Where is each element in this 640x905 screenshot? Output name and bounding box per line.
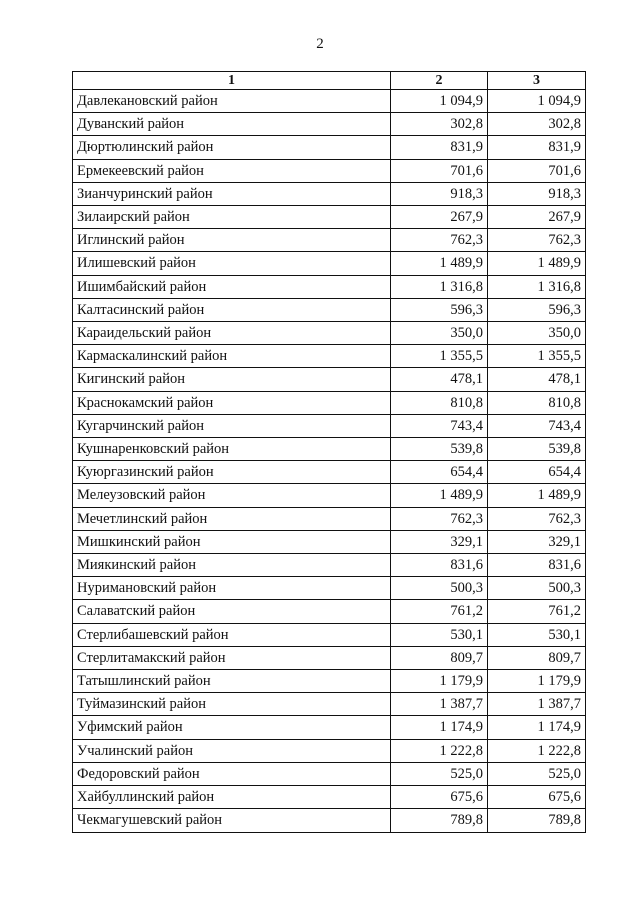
table-row	[73, 113, 586, 136]
value-cell-col3: 329,1	[488, 530, 586, 553]
value-cell-col3: 1 316,8	[488, 275, 586, 298]
district-name-cell: Кугарчинский район	[73, 414, 391, 437]
value-cell-col2: 500,3	[391, 577, 488, 600]
table-row	[73, 577, 586, 600]
value-cell-col2: 267,9	[391, 206, 488, 229]
value-cell-col2: 1 174,9	[391, 716, 488, 739]
district-name-cell: Мишкинский район	[73, 530, 391, 553]
table-row	[73, 716, 586, 739]
district-name-cell: Мелеузовский район	[73, 484, 391, 507]
value-cell-col3: 810,8	[488, 391, 586, 414]
district-name-cell: Стерлибашевский район	[73, 623, 391, 646]
value-cell-col2: 1 489,9	[391, 252, 488, 275]
value-cell-col3: 1 387,7	[488, 693, 586, 716]
value-cell-col2: 539,8	[391, 438, 488, 461]
table-row	[73, 136, 586, 159]
district-name-cell: Мечетлинский район	[73, 507, 391, 530]
value-cell-col2: 1 355,5	[391, 345, 488, 368]
table-header	[73, 72, 586, 90]
value-cell-col2: 1 094,9	[391, 90, 488, 113]
value-cell-col3: 654,4	[488, 461, 586, 484]
value-cell-col3: 701,6	[488, 159, 586, 182]
value-cell-col3: 1 222,8	[488, 739, 586, 762]
table-body	[73, 90, 586, 833]
table-row	[73, 530, 586, 553]
value-cell-col2: 302,8	[391, 113, 488, 136]
value-cell-col2: 1 387,7	[391, 693, 488, 716]
header-row	[73, 72, 586, 90]
table-row	[73, 322, 586, 345]
value-cell-col2: 329,1	[391, 530, 488, 553]
value-cell-col2: 350,0	[391, 322, 488, 345]
value-cell-col3: 1 489,9	[488, 484, 586, 507]
value-cell-col3: 743,4	[488, 414, 586, 437]
table-row	[73, 368, 586, 391]
value-cell-col2: 1 179,9	[391, 670, 488, 693]
district-name-cell: Хайбуллинский район	[73, 786, 391, 809]
district-name-cell: Кигинский район	[73, 368, 391, 391]
district-name-cell: Учалинский район	[73, 739, 391, 762]
value-cell-col2: 743,4	[391, 414, 488, 437]
table-row	[73, 90, 586, 113]
value-cell-col2: 762,3	[391, 507, 488, 530]
value-cell-col3: 500,3	[488, 577, 586, 600]
value-cell-col2: 831,6	[391, 554, 488, 577]
value-cell-col3: 831,6	[488, 554, 586, 577]
value-cell-col3: 530,1	[488, 623, 586, 646]
table-row	[73, 229, 586, 252]
value-cell-col2: 675,6	[391, 786, 488, 809]
table-row	[73, 345, 586, 368]
district-name-cell: Иглинский район	[73, 229, 391, 252]
table-row	[73, 414, 586, 437]
value-cell-col3: 596,3	[488, 298, 586, 321]
table-row	[73, 206, 586, 229]
district-name-cell: Уфимский район	[73, 716, 391, 739]
column-header-3: 3	[488, 72, 586, 90]
value-cell-col3: 1 174,9	[488, 716, 586, 739]
district-name-cell: Калтасинский район	[73, 298, 391, 321]
column-header-1: 1	[73, 72, 391, 90]
table-row	[73, 786, 586, 809]
table-row	[73, 809, 586, 832]
value-cell-col3: 675,6	[488, 786, 586, 809]
value-cell-col3: 789,8	[488, 809, 586, 832]
value-cell-col3: 831,9	[488, 136, 586, 159]
value-cell-col3: 762,3	[488, 229, 586, 252]
district-name-cell: Федоровский район	[73, 762, 391, 785]
value-cell-col3: 267,9	[488, 206, 586, 229]
district-name-cell: Кармаскалинский район	[73, 345, 391, 368]
table-row	[73, 600, 586, 623]
page-number: 2	[316, 36, 324, 52]
district-name-cell: Салаватский район	[73, 600, 391, 623]
district-name-cell: Зианчуринский район	[73, 182, 391, 205]
district-name-cell: Туймазинский район	[73, 693, 391, 716]
table-row	[73, 762, 586, 785]
value-cell-col2: 654,4	[391, 461, 488, 484]
table-row	[73, 507, 586, 530]
value-cell-col2: 525,0	[391, 762, 488, 785]
table-row	[73, 252, 586, 275]
table-row	[73, 554, 586, 577]
table-row	[73, 438, 586, 461]
value-cell-col2: 831,9	[391, 136, 488, 159]
value-cell-col2: 596,3	[391, 298, 488, 321]
district-name-cell: Кушнаренковский район	[73, 438, 391, 461]
table-row	[73, 693, 586, 716]
table-row	[73, 670, 586, 693]
value-cell-col3: 525,0	[488, 762, 586, 785]
district-name-cell: Чекмагушевский район	[73, 809, 391, 832]
district-name-cell: Куюргазинский район	[73, 461, 391, 484]
district-name-cell: Ермекеевский район	[73, 159, 391, 182]
table-row	[73, 391, 586, 414]
value-cell-col3: 350,0	[488, 322, 586, 345]
value-cell-col2: 918,3	[391, 182, 488, 205]
value-cell-col3: 478,1	[488, 368, 586, 391]
table-row	[73, 739, 586, 762]
table-row	[73, 623, 586, 646]
district-name-cell: Миякинский район	[73, 554, 391, 577]
district-name-cell: Караидельский район	[73, 322, 391, 345]
value-cell-col2: 478,1	[391, 368, 488, 391]
table-row	[73, 159, 586, 182]
district-name-cell: Нуримановский район	[73, 577, 391, 600]
allocation-table	[72, 71, 586, 833]
value-cell-col2: 1 489,9	[391, 484, 488, 507]
table-row	[73, 298, 586, 321]
value-cell-col2: 761,2	[391, 600, 488, 623]
district-name-cell: Илишевский район	[73, 252, 391, 275]
value-cell-col3: 809,7	[488, 646, 586, 669]
value-cell-col2: 1 316,8	[391, 275, 488, 298]
table-row	[73, 484, 586, 507]
district-name-cell: Дюртюлинский район	[73, 136, 391, 159]
table-row	[73, 461, 586, 484]
table-row	[73, 646, 586, 669]
district-name-cell: Ишимбайский район	[73, 275, 391, 298]
value-cell-col3: 539,8	[488, 438, 586, 461]
value-cell-col2: 530,1	[391, 623, 488, 646]
district-name-cell: Краснокамский район	[73, 391, 391, 414]
value-cell-col2: 762,3	[391, 229, 488, 252]
district-name-cell: Стерлитамакский район	[73, 646, 391, 669]
value-cell-col2: 810,8	[391, 391, 488, 414]
value-cell-col3: 1 179,9	[488, 670, 586, 693]
district-name-cell: Дуванский район	[73, 113, 391, 136]
table-row	[73, 275, 586, 298]
column-header-2: 2	[391, 72, 488, 90]
value-cell-col2: 809,7	[391, 646, 488, 669]
district-name-cell: Татышлинский район	[73, 670, 391, 693]
value-cell-col3: 302,8	[488, 113, 586, 136]
table-row	[73, 182, 586, 205]
district-name-cell: Зилаирский район	[73, 206, 391, 229]
value-cell-col3: 1 489,9	[488, 252, 586, 275]
value-cell-col2: 1 222,8	[391, 739, 488, 762]
value-cell-col3: 761,2	[488, 600, 586, 623]
value-cell-col3: 918,3	[488, 182, 586, 205]
value-cell-col3: 762,3	[488, 507, 586, 530]
district-name-cell: Давлекановский район	[73, 90, 391, 113]
value-cell-col2: 789,8	[391, 809, 488, 832]
value-cell-col3: 1 094,9	[488, 90, 586, 113]
value-cell-col3: 1 355,5	[488, 345, 586, 368]
value-cell-col2: 701,6	[391, 159, 488, 182]
